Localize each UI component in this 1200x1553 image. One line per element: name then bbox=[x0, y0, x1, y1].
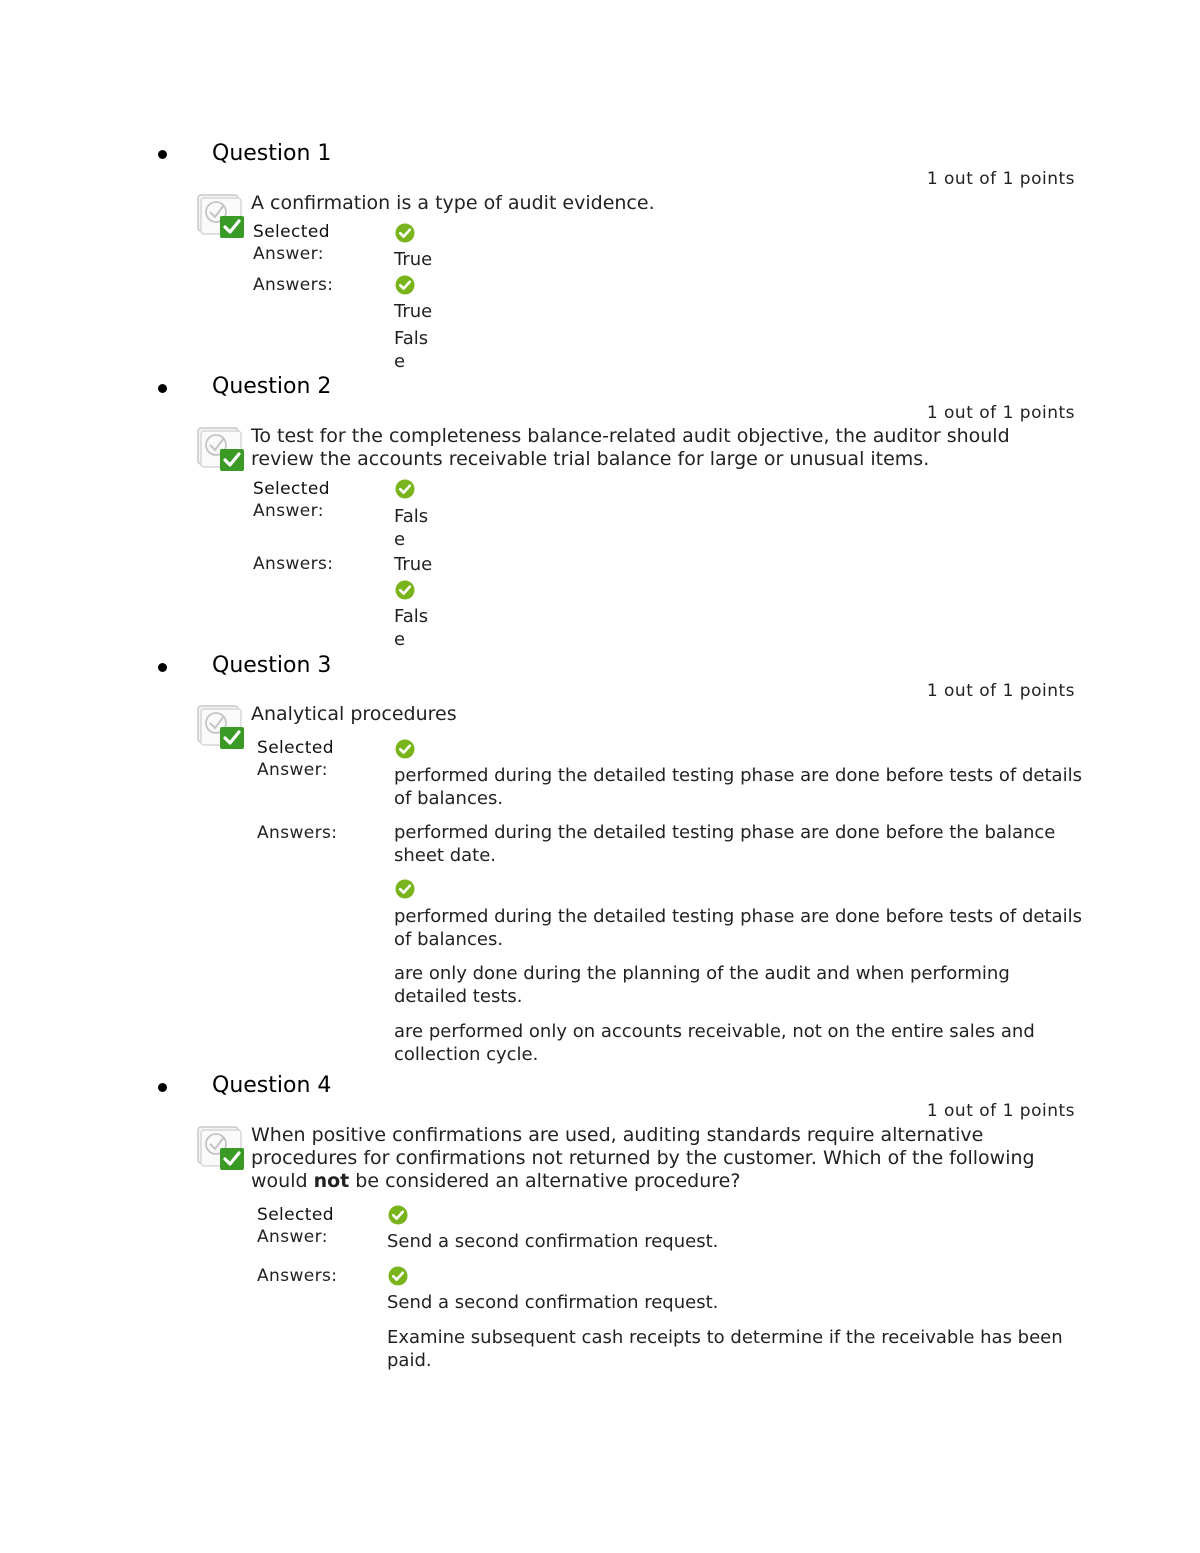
answer-option: performed during the detailed testing phase are done before tests of details of balances. bbox=[394, 906, 1082, 950]
answer-option: Examine subsequent cash receipts to determine if the receivable has been paid. bbox=[387, 1327, 1063, 1371]
selected-answer-value: performed during the detailed testing phase are done before tests of details of balances. bbox=[394, 765, 1082, 809]
points-score: 1 out of 1 points bbox=[926, 1101, 1075, 1121]
question-text-part: When positive confirmations are used, auditing standards require alternative procedures for confirmations not returned by the customer. Which of the following would bbox=[251, 1124, 1035, 1192]
selected-label-line2: Answer: bbox=[253, 501, 324, 521]
graded-correct-icon bbox=[196, 424, 246, 474]
points-score: 1 out of 1 points bbox=[926, 169, 1075, 189]
graded-correct-icon bbox=[196, 702, 246, 752]
selected-label-line1: Selected bbox=[253, 479, 330, 499]
question-title: Question 4 bbox=[212, 1073, 332, 1098]
selected-answer-label bbox=[253, 478, 330, 522]
answer-option: are only done during the planning of the audit and when performing detailed tests. bbox=[394, 963, 1010, 1007]
question-text-emphasis: not bbox=[313, 1170, 350, 1192]
bullet-icon bbox=[158, 1083, 167, 1092]
points-score: 1 out of 1 points bbox=[926, 403, 1075, 423]
selected-answer-value: Send a second confirmation request. bbox=[387, 1231, 719, 1252]
selected-answer-value: False bbox=[394, 506, 429, 550]
question-text: To test for the completeness balance-related audit objective, the auditor should review the accounts receivable trial balance for large or unusual items. bbox=[251, 425, 1010, 470]
selected-label-line2: Answer: bbox=[257, 1227, 328, 1247]
answer-option: False bbox=[394, 328, 429, 372]
bullet-icon bbox=[158, 663, 167, 672]
bullet-icon bbox=[158, 384, 167, 393]
answer-option: False bbox=[394, 606, 429, 650]
question-text bbox=[251, 1124, 1071, 1193]
check-circle-icon bbox=[395, 580, 415, 600]
question-text-part: be considered an alternative procedure? bbox=[349, 1170, 741, 1192]
answer-option: True bbox=[394, 301, 433, 322]
question-title: Question 1 bbox=[212, 141, 332, 166]
check-circle-icon bbox=[388, 1205, 408, 1225]
selected-answer-label bbox=[257, 737, 334, 781]
graded-correct-icon bbox=[196, 1123, 246, 1173]
selected-answer-label bbox=[253, 221, 330, 265]
graded-correct-icon bbox=[196, 191, 246, 241]
question-text: A confirmation is a type of audit evidence. bbox=[251, 192, 655, 214]
bullet-icon bbox=[158, 150, 167, 159]
question-text: Analytical procedures bbox=[251, 703, 457, 725]
answer-option: are performed only on accounts receivable, not on the entire sales and collection cycle. bbox=[394, 1021, 1035, 1065]
answer-option: Send a second confirmation request. bbox=[387, 1292, 719, 1313]
check-circle-icon bbox=[395, 479, 415, 499]
check-circle-icon bbox=[395, 223, 415, 243]
answer-option: performed during the detailed testing phase are done before the balance sheet date. bbox=[394, 822, 1056, 866]
answers-label: Answers: bbox=[257, 823, 338, 843]
check-circle-icon bbox=[388, 1266, 408, 1286]
answers-label: Answers: bbox=[253, 554, 334, 574]
answer-option: True bbox=[394, 554, 433, 575]
selected-answer-value: True bbox=[394, 249, 433, 270]
selected-label-line1: Selected bbox=[257, 1205, 334, 1225]
check-circle-icon bbox=[395, 879, 415, 899]
check-circle-icon bbox=[395, 739, 415, 759]
question-title: Question 3 bbox=[212, 653, 332, 678]
selected-label-line2: Answer: bbox=[257, 760, 328, 780]
answers-label: Answers: bbox=[257, 1266, 338, 1286]
selected-label-line2: Answer: bbox=[253, 244, 324, 264]
selected-answer-label bbox=[257, 1204, 334, 1248]
points-score: 1 out of 1 points bbox=[926, 681, 1075, 701]
selected-label-line1: Selected bbox=[257, 738, 334, 758]
check-circle-icon bbox=[395, 275, 415, 295]
question-title: Question 2 bbox=[212, 374, 332, 399]
selected-label-line1: Selected bbox=[253, 222, 330, 242]
answers-label: Answers: bbox=[253, 275, 334, 295]
